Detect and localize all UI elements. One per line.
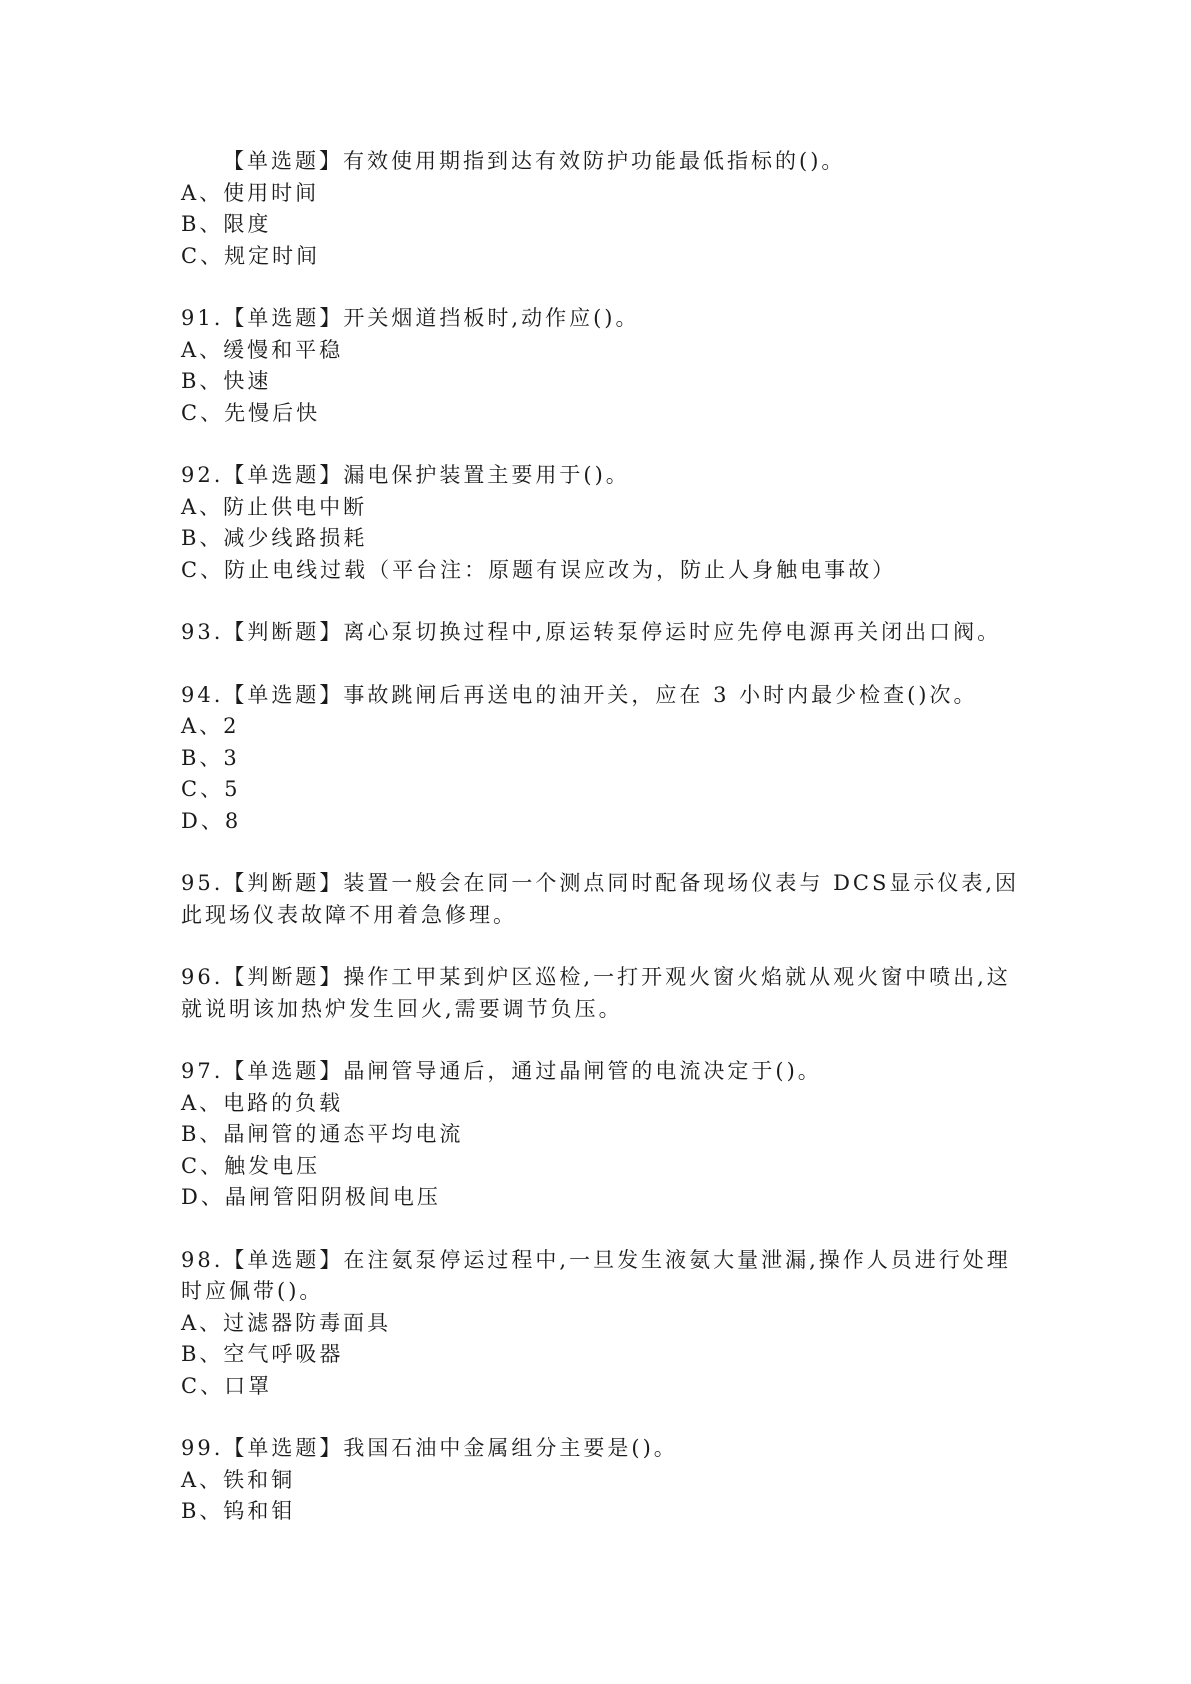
- question-stem: [181, 1245, 1021, 1308]
- question-90: [181, 146, 1021, 272]
- option: B、快速: [181, 369, 272, 393]
- question-list: [181, 146, 1021, 1559]
- question-type: 【判断题】: [223, 871, 344, 895]
- question-type: 【单选题】: [223, 1247, 344, 1272]
- question-text: 漏电保护装置主要用于()。: [343, 463, 630, 487]
- question-stem: [181, 962, 1021, 1025]
- option: C、规定时间: [181, 243, 321, 268]
- question-text: 装置一般会在同一个测点同时配备现场仪表与 DCS显示仪表,因此现场仪表故障不用着急修理。: [181, 871, 1020, 927]
- option: A、过滤器防毒面具: [181, 1310, 392, 1335]
- question-stem: [181, 460, 1021, 492]
- question-type: 【单选题】: [223, 682, 344, 707]
- option: B、空气呼吸器: [181, 1342, 344, 1366]
- option: A、2: [181, 714, 240, 738]
- question-type: 【单选题】: [223, 1436, 344, 1460]
- question-text: 我国石油中金属组分主要是()。: [343, 1436, 678, 1460]
- question-stem: [181, 617, 1021, 649]
- question-98: [181, 1245, 1021, 1403]
- question-type: 【单选题】: [223, 149, 343, 173]
- question-number: 91.: [181, 306, 224, 330]
- question-text: 开关烟道挡板时,动作应()。: [343, 306, 640, 330]
- option: A、缓慢和平稳: [181, 337, 344, 362]
- option: C、口罩: [181, 1373, 273, 1398]
- question-91: [181, 303, 1021, 429]
- option: A、铁和铜: [181, 1467, 296, 1492]
- question-97: [181, 1056, 1021, 1214]
- option: D、晶闸管阳阴极间电压: [181, 1185, 441, 1209]
- option: B、晶闸管的通态平均电流: [181, 1122, 464, 1146]
- question-95: [181, 868, 1021, 931]
- option: C、先慢后快: [181, 400, 321, 425]
- question-92: [181, 460, 1021, 586]
- option: A、防止供电中断: [181, 494, 368, 519]
- question-stem: [181, 680, 1021, 712]
- question-type: 【判断题】: [223, 965, 344, 989]
- question-stem: [181, 1056, 1021, 1088]
- question-number: 92.: [181, 463, 224, 487]
- question-number: 97.: [181, 1059, 224, 1083]
- question-type: 【单选题】: [223, 306, 344, 330]
- option: B、减少线路损耗: [181, 526, 368, 550]
- question-number: 93.: [181, 620, 224, 644]
- question-text: 在注氨泵停运过程中,一旦发生液氨大量泄漏,操作人员进行处理时应佩带()。: [181, 1247, 1011, 1303]
- question-text: 事故跳闸后再送电的油开关，应在 3 小时内最少检查()次。: [343, 682, 978, 707]
- option: A、电路的负载: [181, 1090, 344, 1115]
- option: B、钨和钼: [181, 1499, 296, 1523]
- question-stem: [181, 868, 1021, 931]
- option: C、5: [181, 777, 241, 801]
- question-number: 94.: [181, 682, 224, 707]
- question-stem: [181, 146, 1021, 178]
- option: C、触发电压: [181, 1153, 321, 1178]
- question-type: 【单选题】: [223, 463, 344, 487]
- option: A、使用时间: [181, 180, 320, 205]
- question-number: 95.: [181, 871, 224, 895]
- option: C、防止电线过载（平台注：原题有误应改为，防止人身触电事故）: [181, 557, 897, 582]
- question-type: 【判断题】: [223, 620, 344, 644]
- question-number: 99.: [181, 1436, 224, 1460]
- question-text: 离心泵切换过程中,原运转泵停运时应先停电源再关闭出口阀。: [343, 620, 1002, 644]
- question-stem: [181, 303, 1021, 335]
- question-96: [181, 962, 1021, 1025]
- option: D、8: [181, 808, 242, 833]
- question-94: [181, 680, 1021, 838]
- question-number: 98.: [181, 1247, 224, 1272]
- question-99: [181, 1433, 1021, 1528]
- question-93: [181, 617, 1021, 649]
- question-text: 晶闸管导通后，通过晶闸管的电流决定于()。: [343, 1059, 822, 1083]
- question-text: 有效使用期指到达有效防护功能最低指标的()。: [343, 149, 846, 173]
- option: B、限度: [181, 212, 272, 236]
- question-text: 操作工甲某到炉区巡检,一打开观火窗火焰就从观火窗中喷出,这就说明该加热炉发生回火,需要调节负压。: [181, 965, 1011, 1021]
- option: B、3: [181, 745, 240, 770]
- question-number: 96.: [181, 965, 224, 989]
- question-type: 【单选题】: [223, 1059, 344, 1083]
- question-stem: [181, 1433, 1021, 1465]
